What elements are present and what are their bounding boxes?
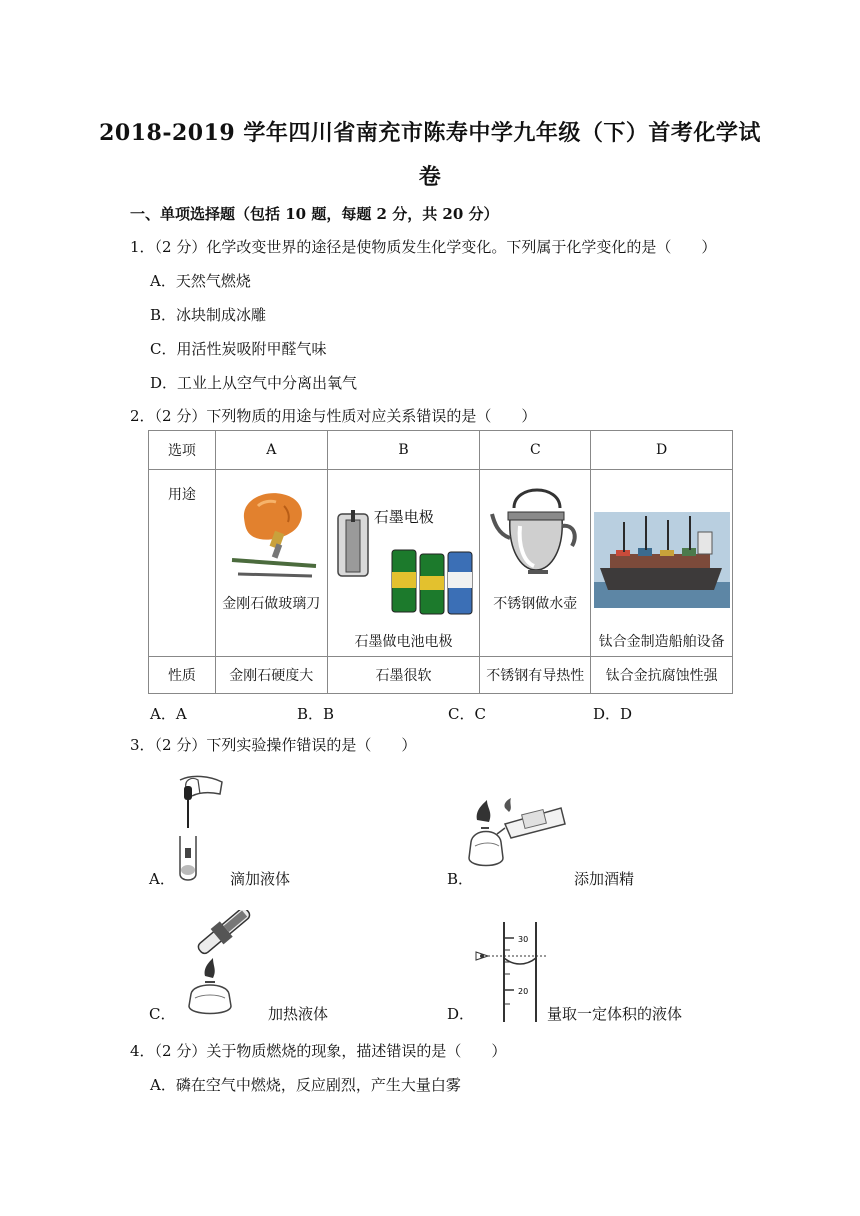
question-3-option-d-letter: D．	[447, 1005, 475, 1023]
cylinder-tick-30: 30	[518, 935, 529, 944]
table-header-cell: D	[591, 431, 733, 470]
ship-image	[594, 512, 730, 608]
question-1-option-d: D．工业上从空气中分离出氧气	[150, 374, 358, 392]
property-label: 性质	[149, 657, 216, 694]
property-cell-a: 金刚石硬度大	[215, 657, 327, 694]
table-header-cell: C	[480, 431, 591, 470]
question-3-option-a-caption: 滴加液体	[230, 870, 291, 888]
section-heading: 一、单项选择题（包括 10 题，每题 2 分，共 20 分）	[130, 205, 499, 223]
heating-liquid-image	[175, 910, 271, 1018]
table-cell-b	[327, 470, 480, 657]
battery-label: 石墨电极	[373, 508, 434, 526]
dropper-adding-liquid-image	[170, 772, 226, 884]
question-3-option-b-caption: 添加酒精	[574, 870, 635, 888]
glass-cutter-image	[224, 482, 320, 578]
question-3-option-d-caption: 量取一定体积的液体	[547, 1005, 683, 1023]
cylinder-tick-20: 20	[518, 987, 529, 996]
table-use-row	[149, 470, 733, 657]
question-2-option-b: B．B	[297, 705, 335, 723]
table-row-label	[149, 470, 216, 657]
question-4-stem: 4．（2 分）关于物质燃烧的现象，描述错误的是（ ）	[130, 1042, 507, 1060]
question-1-option-b: B．冰块制成冰雕	[150, 306, 267, 324]
exam-title-line2: 卷	[418, 164, 442, 190]
measuring-cylinder-image	[474, 920, 546, 1024]
question-3-option-a-letter: A．	[149, 870, 175, 888]
battery-image	[332, 510, 478, 618]
kettle-image	[490, 478, 582, 578]
adding-alcohol-image	[465, 798, 567, 880]
battery-cutaway	[338, 510, 368, 576]
table-header-row	[149, 431, 733, 470]
question-3-option-b-letter: B．	[447, 870, 474, 888]
question-2-stem: 2．（2 分）下列物质的用途与性质对应关系错误的是（ ）	[130, 407, 537, 425]
table-cell-a	[215, 470, 327, 657]
question-3-option-c-caption: 加热液体	[268, 1005, 329, 1023]
question-2-option-a: A．A	[150, 705, 187, 723]
table-header-cell: A	[215, 431, 327, 470]
exam-title-line1: 2018-2019 学年四川省南充市陈寿中学九年级（下）首考化学试	[99, 120, 761, 146]
question-1-option-a: A．天然气燃烧	[150, 272, 251, 290]
table-property-row	[149, 657, 733, 694]
question-2-option-d: D．D	[593, 705, 633, 723]
table-cell-c	[480, 470, 591, 657]
question-3-stem: 3．（2 分）下列实验操作错误的是（ ）	[130, 736, 417, 754]
property-cell-c: 不锈钢有导热性	[480, 657, 591, 694]
question-1-option-c: C．用活性炭吸附甲醛气味	[150, 340, 327, 358]
use-caption-d: 钛合金制造船舶设备	[598, 634, 725, 650]
table-header-cell: 选项	[149, 431, 216, 470]
question-4-option-a: A．磷在空气中燃烧，反应剧烈，产生大量白雾	[150, 1076, 461, 1094]
property-cell-b: 石墨很软	[327, 657, 480, 694]
question-2-option-c: C．C	[448, 705, 486, 723]
use-caption-c: 不锈钢做水壶	[493, 596, 578, 612]
use-caption-b: 石墨做电池电极	[354, 634, 453, 650]
table-cell-d	[591, 470, 733, 657]
use-label: 用途	[167, 487, 196, 503]
property-cell-d: 钛合金抗腐蚀性强	[591, 657, 733, 694]
use-caption-a: 金刚石做玻璃刀	[222, 596, 321, 612]
question-1-stem: 1．（2 分）化学改变世界的途径是使物质发生化学变化。下列属于化学变化的是（ ）	[130, 238, 717, 256]
table-header-cell: B	[327, 431, 480, 470]
question-3-option-c-letter: C．	[149, 1005, 176, 1023]
question-2-table	[148, 430, 733, 694]
